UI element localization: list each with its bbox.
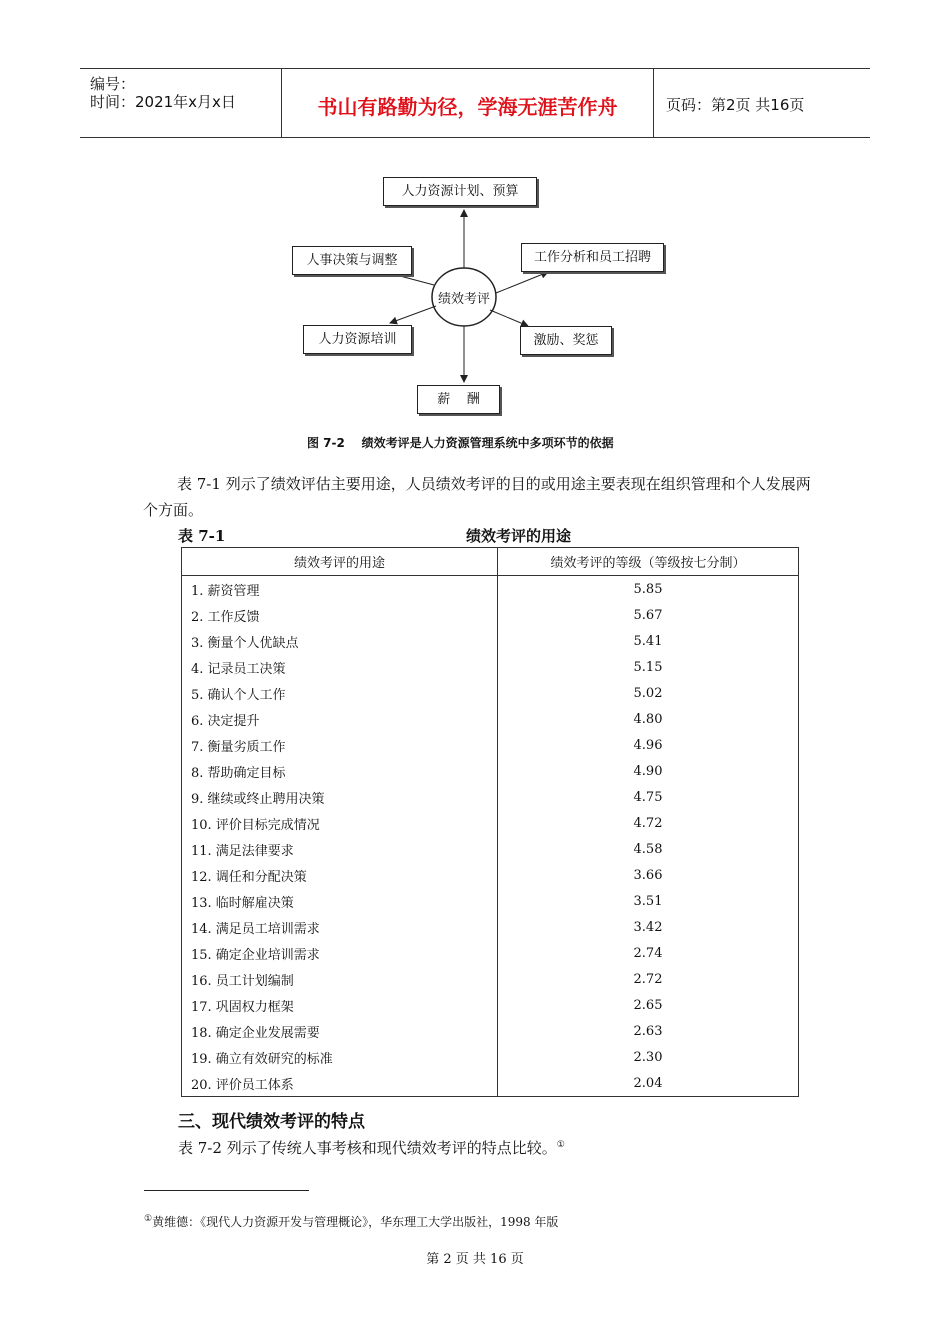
section-heading: 三、现代绩效考评的特点 <box>178 1112 365 1132</box>
table-row <box>182 628 799 654</box>
grade-cell: 3.66 <box>498 862 799 888</box>
footnote-mark: ① <box>144 1214 153 1224</box>
motto: 书山有路勤为径，学海无涯苦作舟 <box>317 95 618 119</box>
table-row <box>182 992 799 1018</box>
footnote-ref: ① <box>556 1140 565 1150</box>
usage-cell: 7. 衡量劣质工作 <box>182 732 498 758</box>
usage-table <box>181 547 799 1097</box>
usage-cell: 11. 满足法律要求 <box>182 836 498 862</box>
table-row <box>182 940 799 966</box>
table-row <box>182 602 799 628</box>
box-personnel-decisions: 人事决策与调整 <box>292 246 412 275</box>
usage-cell: 10. 评价目标完成情况 <box>182 810 498 836</box>
table-row <box>182 784 799 810</box>
header-motto-cell <box>282 69 654 137</box>
usage-cell: 12. 调任和分配决策 <box>182 862 498 888</box>
table-row <box>182 966 799 992</box>
arrow-upper-right <box>496 272 548 293</box>
section-paragraph <box>178 1132 565 1161</box>
table-row <box>182 914 799 940</box>
footnote <box>144 1213 558 1230</box>
table-row <box>182 810 799 836</box>
section-paragraph-text: 表 7-2 列示了传统人事考核和现代绩效考评的特点比较。 <box>178 1139 557 1157</box>
page-info: 页码：第2页 共16页 <box>666 96 805 114</box>
intro-paragraph: 表 7-1 列示了绩效评估主要用途，人员绩效考评的目的或用途主要表现在组织管理和个人发展两个方面。 <box>143 475 811 519</box>
table-row <box>182 862 799 888</box>
table-row <box>182 1070 799 1097</box>
box-job-analysis: 工作分析和员工招聘 <box>521 243 664 272</box>
box-hr-planning: 人力资源计划、预算 <box>383 177 537 206</box>
grade-cell: 2.30 <box>498 1044 799 1070</box>
table-row <box>182 1018 799 1044</box>
grade-cell: 4.96 <box>498 732 799 758</box>
grade-cell: 5.15 <box>498 654 799 680</box>
table-row <box>182 836 799 862</box>
usage-cell: 3. 衡量个人优缺点 <box>182 628 498 654</box>
arrow-lower-right <box>490 310 528 326</box>
table-row <box>182 1044 799 1070</box>
grade-cell: 4.72 <box>498 810 799 836</box>
grade-cell: 5.41 <box>498 628 799 654</box>
grade-cell: 2.72 <box>498 966 799 992</box>
usage-cell: 16. 员工计划编制 <box>182 966 498 992</box>
table-title: 绩效考评的用途 <box>466 527 572 545</box>
table-row <box>182 654 799 680</box>
usage-cell: 14. 满足员工培训需求 <box>182 914 498 940</box>
usage-cell: 15. 确定企业培训需求 <box>182 940 498 966</box>
table-row <box>182 758 799 784</box>
usage-cell: 8. 帮助确定目标 <box>182 758 498 784</box>
serial-label: 编号： <box>90 75 136 93</box>
grade-cell: 2.04 <box>498 1070 799 1097</box>
center-label: 绩效考评 <box>437 292 490 307</box>
header-page-cell <box>654 69 870 137</box>
page-header <box>80 68 870 138</box>
usage-cell: 20. 评价员工体系 <box>182 1070 498 1097</box>
arrow-lower-left <box>390 306 436 323</box>
table-header-row <box>182 548 799 576</box>
usage-cell: 9. 继续或终止聘用决策 <box>182 784 498 810</box>
grade-cell: 5.67 <box>498 602 799 628</box>
header-info-cell <box>80 69 282 137</box>
figure-caption: 图 7-2 绩效考评是人力资源管理系统中多项环节的依据 <box>307 436 614 450</box>
grade-cell: 4.90 <box>498 758 799 784</box>
grade-cell: 2.65 <box>498 992 799 1018</box>
usage-cell: 18. 确定企业发展需要 <box>182 1018 498 1044</box>
table-label: 表 7-1 <box>178 527 226 545</box>
column-header-grade: 绩效考评的等级（等级按七分制） <box>498 548 799 576</box>
grade-cell: 5.85 <box>498 576 799 603</box>
box-hr-training: 人力资源培训 <box>303 325 412 354</box>
column-header-use: 绩效考评的用途 <box>182 548 498 576</box>
page-footer: 第 2 页 共 16 页 <box>426 1252 524 1267</box>
box-compensation: 薪 酬 <box>417 385 500 414</box>
time-label: 时间：2021年x月x日 <box>90 93 236 111</box>
table-row <box>182 732 799 758</box>
grade-cell: 2.63 <box>498 1018 799 1044</box>
table-row <box>182 576 799 603</box>
footnote-divider <box>144 1190 309 1191</box>
grade-cell: 4.58 <box>498 836 799 862</box>
performance-diagram <box>280 170 680 420</box>
grade-cell: 5.02 <box>498 680 799 706</box>
grade-cell: 3.51 <box>498 888 799 914</box>
footnote-text: 黄维德：《现代人力资源开发与管理概论》，华东理工大学出版社，1998 年版 <box>152 1215 559 1229</box>
table-row <box>182 706 799 732</box>
usage-cell: 2. 工作反馈 <box>182 602 498 628</box>
grade-cell: 3.42 <box>498 914 799 940</box>
usage-cell: 4. 记录员工决策 <box>182 654 498 680</box>
usage-cell: 5. 确认个人工作 <box>182 680 498 706</box>
table-row <box>182 888 799 914</box>
table-body <box>182 576 799 1097</box>
usage-cell: 13. 临时解雇决策 <box>182 888 498 914</box>
grade-cell: 4.80 <box>498 706 799 732</box>
usage-cell: 19. 确立有效研究的标准 <box>182 1044 498 1070</box>
usage-cell: 1. 薪资管理 <box>182 576 498 603</box>
box-incentives: 激励、奖惩 <box>520 326 612 355</box>
grade-cell: 2.74 <box>498 940 799 966</box>
usage-cell: 17. 巩固权力框架 <box>182 992 498 1018</box>
usage-cell: 6. 决定提升 <box>182 706 498 732</box>
grade-cell: 4.75 <box>498 784 799 810</box>
table-row <box>182 680 799 706</box>
